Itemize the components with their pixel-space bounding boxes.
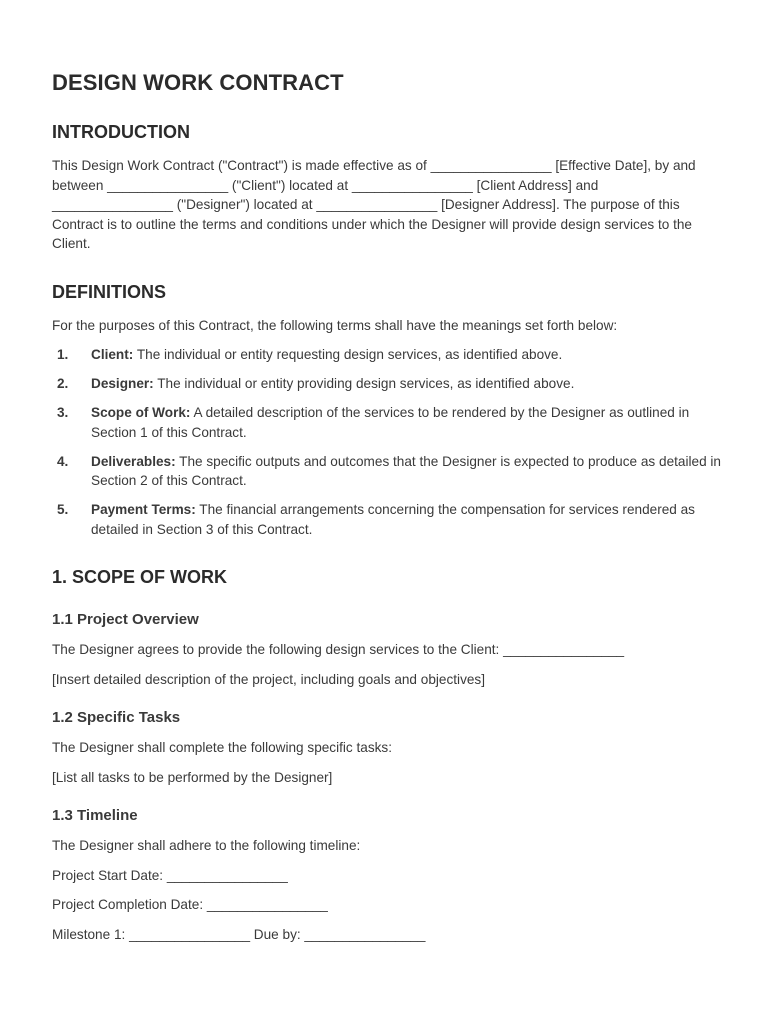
timeline-subsection (52, 807, 722, 944)
specific-tasks-heading: 1.2 Specific Tasks (52, 709, 181, 726)
definition-term: Designer: (91, 376, 154, 391)
specific-tasks-line: The Designer shall complete the following specific tasks: (52, 740, 393, 755)
document-page (52, 70, 722, 964)
definition-term: Deliverables: (91, 453, 176, 469)
definition-text: The individual or entity requesting design services, as identified above. (133, 347, 563, 362)
definition-item (52, 500, 722, 539)
definition-number: 5. (57, 502, 69, 517)
scope-of-work-heading: 1. SCOPE OF WORK (52, 567, 228, 587)
definition-text: The financial arrangements concerning the compensation for services rendered as detailed in Section 3 of this Contract. (91, 502, 695, 537)
definition-term: Client: (91, 347, 134, 362)
introduction-section (52, 122, 722, 254)
milestone-1: Milestone 1: ________________ Due by: ________________ (52, 926, 426, 942)
definition-item (52, 452, 722, 491)
definition-number: 4. (57, 453, 69, 469)
definitions-section (52, 282, 722, 540)
specific-tasks-placeholder: [List all tasks to be performed by the Designer] (52, 769, 333, 785)
definition-text: The individual or entity providing design services, as identified above. (153, 376, 575, 391)
definition-number: 1. (57, 347, 69, 362)
document-title: DESIGN WORK CONTRACT (52, 70, 344, 95)
project-overview-placeholder: [Insert detailed description of the project, including goals and objectives] (52, 671, 485, 687)
project-overview-heading: 1.1 Project Overview (52, 611, 199, 628)
definitions-list (52, 345, 722, 539)
project-overview-line: The Designer agrees to provide the following design services to the Client: ________________ (52, 642, 625, 657)
definition-term: Scope of Work: (91, 405, 191, 420)
introduction-heading: INTRODUCTION (52, 122, 190, 142)
definition-number: 3. (57, 405, 69, 420)
project-completion-date: Project Completion Date: ________________ (52, 897, 328, 912)
timeline-intro: The Designer shall adhere to the following timeline: (52, 838, 361, 853)
timeline-heading: 1.3 Timeline (52, 807, 138, 824)
definitions-heading: DEFINITIONS (52, 281, 167, 302)
scope-of-work-section (52, 567, 722, 944)
definitions-lead: For the purposes of this Contract, the following terms shall have the meanings set forth below: (52, 317, 618, 333)
specific-tasks-subsection (52, 709, 722, 787)
project-overview-subsection (52, 611, 722, 689)
introduction-paragraph: This Design Work Contract ("Contract") is made effective as of ________________ [Effective Date], by and between ________________ ("Client") located at ________________ [Client Address] and ________________ ("Designer") located at ________________ [Designer Address]. The purpose of this Contract is to outline the terms and conditions under which the Designer will provide design services to the Client. (52, 158, 696, 251)
definition-text: The specific outputs and outcomes that the Designer is expected to produce as detailed in Section 2 of this Contract. (91, 453, 721, 488)
definition-term: Payment Terms: (91, 502, 196, 517)
definition-item (52, 403, 722, 442)
project-start-date: Project Start Date: ________________ (52, 867, 288, 883)
definition-item (52, 374, 722, 394)
definition-text: A detailed description of the services to be rendered by the Designer as outlined in Section 1 of this Contract. (91, 405, 690, 440)
definition-item (52, 345, 722, 365)
definition-number: 2. (57, 376, 69, 391)
